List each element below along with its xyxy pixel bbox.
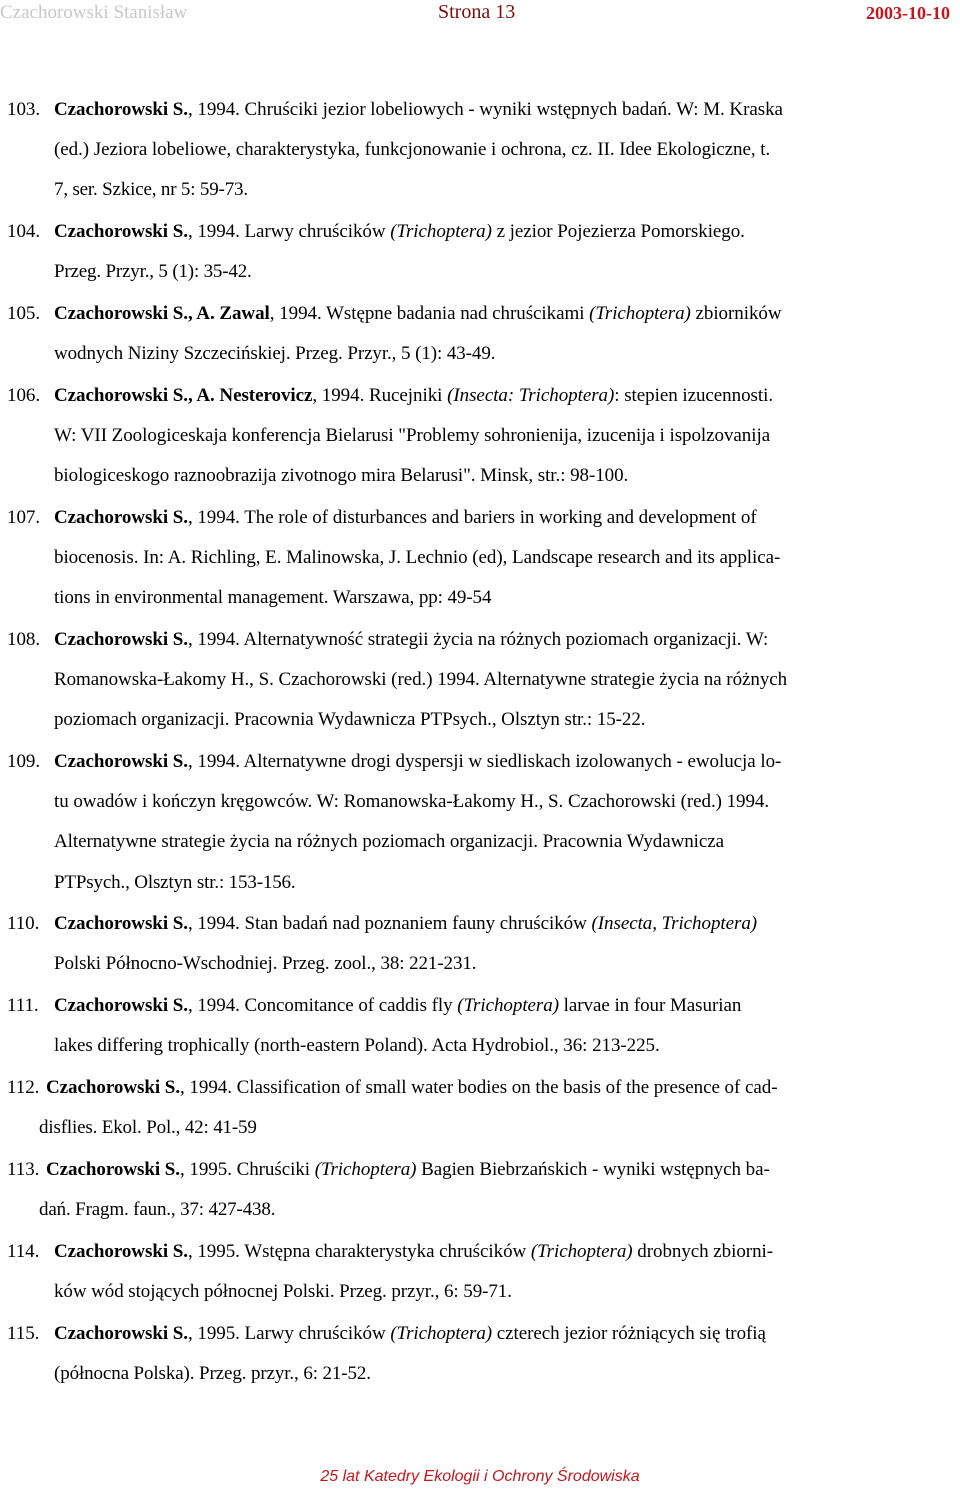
entry-text: z jezior Pojezierza Pomorskiego. — [491, 221, 745, 243]
entry-text: , 1994. Larwy chruścików — [187, 221, 391, 243]
header-page-number: Strona 13 — [438, 1, 516, 23]
entry-text: Polski Północno-Wschodniej. Przeg. zool., 38: 221-231. — [54, 953, 477, 975]
entry-authors: Czachorowski S., A. Zawal — [54, 302, 270, 324]
entry-text: (północna Polska). Przeg. przyr., 6: 21-52. — [54, 1362, 371, 1384]
entry-line — [0, 1068, 960, 1108]
entry-text: tions in environmental management. Warszawa, pp: 49-54 — [54, 587, 492, 609]
entry-text: Alternatywne strategie życia na różnych poziomach organizacji. Pracownia Wydawnicza — [54, 831, 725, 853]
entry-authors: Czachorowski S. — [54, 995, 188, 1017]
entry-text: , 1994. Rucejniki — [312, 384, 448, 406]
entry-taxon: (Insecta, Trichoptera) — [591, 913, 758, 935]
header-date: 2003-10-10 — [866, 3, 950, 23]
entry-line — [0, 1108, 960, 1148]
entry-text: Bagien Biebrzańskich - wyniki wstępnych ba- — [416, 1158, 770, 1180]
entry-text: , 1994. Concomitance of caddis fly — [187, 995, 458, 1017]
entry-authors: Czachorowski S. — [46, 1158, 180, 1180]
entry-line — [0, 742, 960, 782]
entry-authors: Czachorowski S. — [54, 221, 188, 243]
page-header — [0, 0, 960, 30]
entry-authors: Czachorowski S. — [54, 1322, 188, 1344]
entry-text: PTPsych., Olsztyn str.: 153-156. — [54, 871, 296, 893]
bibliography-entry — [0, 1314, 960, 1394]
entry-line — [0, 578, 960, 618]
entry-text: czterech jezior różniących się trofią — [492, 1322, 766, 1344]
entry-text: , 1994. Chruściki jezior lobeliowych - wyniki wstępnych badań. W: M. Kraska — [187, 99, 783, 120]
entry-authors: Czachorowski S. — [46, 1077, 181, 1098]
bibliography-entry — [0, 294, 960, 374]
entry-text: Romanowska-Łakomy H., S. Czachorowski (red.) 1994. Alternatywne strategie życia na różnych — [54, 669, 788, 691]
entry-line — [0, 822, 960, 862]
header-author: Czachorowski Stanisław — [0, 2, 188, 23]
entry-number: 115. — [7, 1322, 40, 1344]
entry-line — [0, 456, 960, 496]
entry-number: 114. — [7, 1240, 40, 1262]
entry-line — [0, 1026, 960, 1066]
entry-line — [0, 1314, 960, 1354]
entry-authors: Czachorowski S. — [54, 99, 188, 120]
entry-number: 110. — [7, 913, 40, 935]
entry-line — [0, 416, 960, 456]
entry-authors: Czachorowski S., A. Nesterovicz — [54, 384, 313, 406]
entry-line — [0, 90, 960, 130]
entry-text: , 1995. Wstępna charakterystyka chruścików — [187, 1240, 531, 1262]
entry-text: , 1995. Chruściki — [180, 1158, 315, 1180]
entry-text: zbiorników — [690, 302, 782, 324]
bibliography-list — [0, 90, 960, 1396]
bibliography-entry — [0, 1232, 960, 1312]
entry-line — [0, 294, 960, 334]
entry-text: , 1994. Alternatywność strategii życia na różnych poziomach organizacji. W: — [187, 628, 769, 650]
entry-taxon: (Trichoptera) — [457, 995, 559, 1017]
entry-line — [0, 334, 960, 374]
entry-text: , 1995. Larwy chruścików — [187, 1322, 391, 1344]
entry-line — [0, 863, 960, 903]
bibliography-entry — [0, 742, 960, 903]
entry-line — [0, 660, 960, 700]
bibliography-entry — [0, 1150, 960, 1230]
entry-line — [0, 376, 960, 416]
entry-number: 103. — [7, 99, 41, 120]
entry-text: 7, ser. Szkice, nr 5: 59-73. — [54, 179, 248, 201]
entry-taxon: (Trichoptera) — [390, 1322, 493, 1344]
entry-text: lakes differing trophically (north-eastern Poland). Acta Hydrobiol., 36: 213-225. — [54, 1035, 660, 1057]
entry-text: tu owadów i kończyn kręgowców. W: Romanowska-Łakomy H., S. Czachorowski (red.) 1994. — [54, 791, 770, 813]
entry-text: , 1994. Stan badań nad poznaniem fauny chruścików — [187, 913, 592, 935]
entry-text: , 1994. Alternatywne drogi dyspersji w siedliskach izolowanych - ewolucja lo- — [188, 751, 782, 772]
entry-number: 109. — [7, 751, 41, 772]
entry-text: biocenosis. In: A. Richling, E. Malinowska, J. Lechnio (ed), Landscape research and its applica- — [54, 547, 781, 569]
entry-line — [0, 904, 960, 944]
entry-text: ków wód stojących północnej Polski. Przeg. przyr., 6: 59-71. — [54, 1280, 512, 1302]
entry-line — [0, 782, 960, 822]
entry-text: biologiceskogo raznoobrazija zivotnogo mira Belarusi". Minsk, str.: 98-100. — [54, 465, 629, 487]
entry-number: 106. — [7, 384, 41, 406]
entry-number: 113. — [7, 1158, 40, 1180]
entry-line — [0, 1232, 960, 1272]
bibliography-entry — [0, 986, 960, 1066]
entry-line — [0, 1272, 960, 1312]
entry-line — [0, 252, 960, 292]
entry-number: 107. — [7, 506, 41, 528]
bibliography-entry — [0, 620, 960, 741]
entry-authors: Czachorowski S. — [54, 913, 188, 935]
entry-number: 104. — [7, 221, 41, 243]
entry-line — [0, 538, 960, 578]
entry-text: drobnych zbiorni- — [632, 1240, 774, 1262]
page-footer: 25 lat Katedry Ekologii i Ochrony Środowiska — [320, 1468, 640, 1485]
entry-line — [0, 498, 960, 538]
entry-line — [0, 1190, 960, 1230]
entry-line — [0, 130, 960, 170]
entry-authors: Czachorowski S. — [54, 751, 188, 772]
entry-number: 111. — [7, 995, 39, 1017]
entry-line — [0, 170, 960, 210]
entry-line — [0, 1354, 960, 1394]
entry-text: , 1994. Wstępne badania nad chruścikami — [269, 302, 590, 324]
entry-line — [0, 986, 960, 1026]
entry-text: (ed.) Jeziora lobeliowe, charakterystyka, funkcjonowanie i ochrona, cz. II. Idee Ekologiczne, t. — [54, 139, 771, 161]
entry-taxon: (Insecta: Trichoptera) — [447, 384, 615, 406]
entry-text: disflies. Ekol. Pol., 42: 41-59 — [39, 1117, 257, 1139]
entry-authors: Czachorowski S. — [54, 506, 188, 528]
entry-text: larvae in four Masurian — [558, 995, 742, 1017]
entry-taxon: (Trichoptera) — [589, 302, 691, 324]
entry-number: 105. — [7, 302, 41, 324]
entry-text: poziomach organizacji. Pracownia Wydawnicza PTPsych., Olsztyn str.: 15-22. — [54, 709, 646, 731]
entry-line — [0, 1150, 960, 1190]
bibliography-entry — [0, 498, 960, 619]
entry-line — [0, 212, 960, 252]
entry-text: W: VII Zoologiceskaja konferencja Bielarusi "Problemy sohronienija, izucenija i ispolzovanija — [54, 425, 771, 446]
entry-line — [0, 944, 960, 984]
entry-taxon: (Trichoptera) — [314, 1158, 417, 1180]
entry-authors: Czachorowski S. — [54, 1240, 188, 1262]
entry-taxon: (Trichoptera) — [530, 1240, 633, 1262]
bibliography-entry — [0, 212, 960, 292]
entry-number: 108. — [7, 628, 41, 650]
entry-text: Przeg. Przyr., 5 (1): 35-42. — [54, 261, 252, 283]
entry-line — [0, 700, 960, 740]
bibliography-entry — [0, 90, 960, 211]
entry-text: , 1994. The role of disturbances and bariers in working and development of — [187, 506, 757, 528]
entry-text: wodnych Niziny Szczecińskiej. Przeg. Przyr., 5 (1): 43-49. — [54, 343, 496, 365]
entry-text: dań. Fragm. faun., 37: 427-438. — [39, 1199, 276, 1221]
bibliography-entry — [0, 904, 960, 984]
bibliography-entry — [0, 1068, 960, 1148]
entry-number: 112. — [7, 1077, 40, 1098]
entry-taxon: (Trichoptera) — [390, 221, 492, 243]
entry-text: : stepien izucennosti. — [614, 384, 774, 406]
entry-line — [0, 620, 960, 660]
entry-text: , 1994. Classification of small water bodies on the basis of the presence of cad- — [180, 1077, 778, 1098]
entry-authors: Czachorowski S. — [54, 628, 188, 650]
bibliography-entry — [0, 376, 960, 497]
